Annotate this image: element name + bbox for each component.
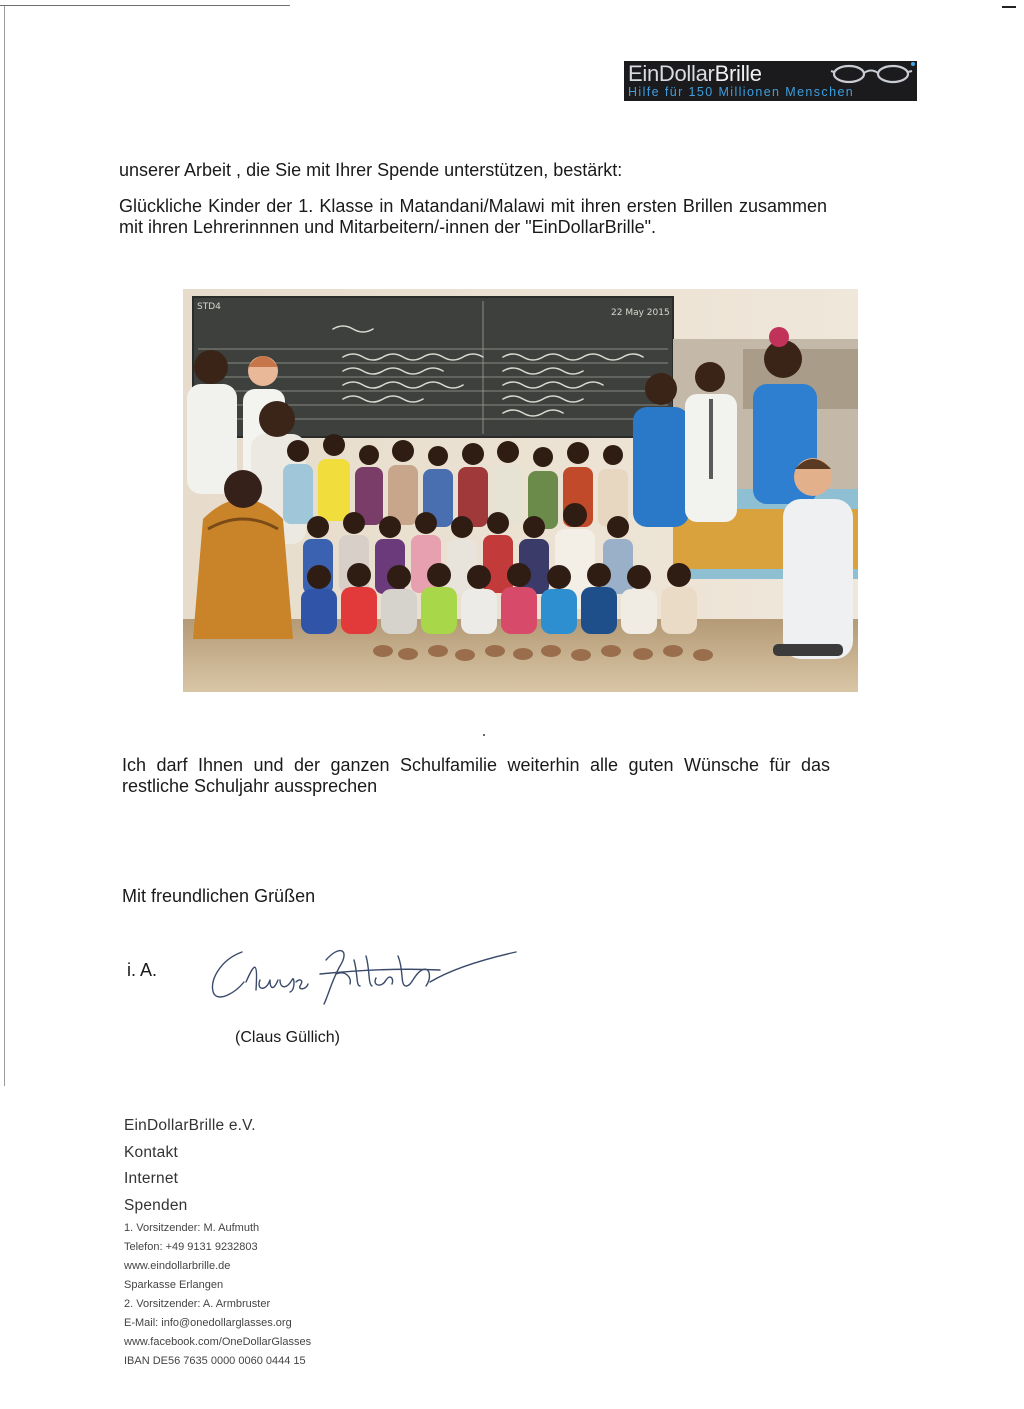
logo-tagline: Hilfe für 150 Millionen Menschen bbox=[628, 85, 855, 99]
footer-spenden: Spenden bbox=[124, 1196, 188, 1214]
intro-text: unserer Arbeit , die Sie mit Ihrer Spende unterstützen, bestärkt: bbox=[119, 160, 623, 180]
footer bbox=[124, 1113, 311, 1371]
on-behalf-label: i. A. bbox=[127, 960, 158, 980]
board-date: 22 May 2015 bbox=[611, 308, 670, 318]
class-group-photo bbox=[183, 289, 858, 692]
logo-registered-dot bbox=[911, 62, 915, 66]
footer-chair-2: 2. Vorsitzender: A. Armbruster bbox=[124, 1298, 271, 1310]
scan-edge-left bbox=[4, 6, 5, 1086]
footer-chair-1: 1. Vorsitzender: M. Aufmuth bbox=[124, 1222, 260, 1234]
footer-website[interactable]: www.eindollarbrille.de bbox=[124, 1260, 231, 1272]
photo-caption: Glückliche Kinder der 1. Klasse in Matandani/Malawi mit ihren ersten Brillen zusammen mit ihren Lehrerinnnen und Mitarbeitern/-innen der "EinDollarBrille". bbox=[119, 196, 827, 237]
glasses-icon bbox=[830, 63, 914, 87]
eindollarbrille-logo bbox=[624, 61, 917, 101]
board-label: STD4 bbox=[197, 302, 221, 312]
scan-speck bbox=[483, 734, 485, 736]
footer-kontakt: Kontakt bbox=[124, 1143, 178, 1161]
scan-mark bbox=[1002, 6, 1016, 8]
footer-email[interactable]: E-Mail: info@onedollarglasses.org bbox=[124, 1317, 292, 1329]
handwritten-signature bbox=[200, 930, 530, 1010]
wishes-text: Ich darf Ihnen und der ganzen Schulfamilie weiterhin alle guten Wünsche für das restliche Schuljahr aussprechen bbox=[122, 755, 830, 796]
signatory-name: (Claus Güllich) bbox=[235, 1029, 340, 1046]
footer-org-name: EinDollarBrille e.V. bbox=[124, 1117, 256, 1134]
footer-facebook[interactable]: www.facebook.com/OneDollarGlasses bbox=[124, 1336, 312, 1348]
closing-greeting: Mit freundlichen Grüßen bbox=[122, 886, 316, 906]
footer-bank: Sparkasse Erlangen bbox=[124, 1279, 224, 1291]
scan-edge-top bbox=[0, 5, 290, 6]
footer-internet: Internet bbox=[124, 1170, 179, 1187]
footer-phone: Telefon: +49 9131 9232803 bbox=[124, 1241, 258, 1253]
logo-wordmark: EinDollarBrille bbox=[628, 61, 762, 86]
footer-iban: IBAN DE56 7635 0000 0060 0444 15 bbox=[124, 1355, 306, 1367]
